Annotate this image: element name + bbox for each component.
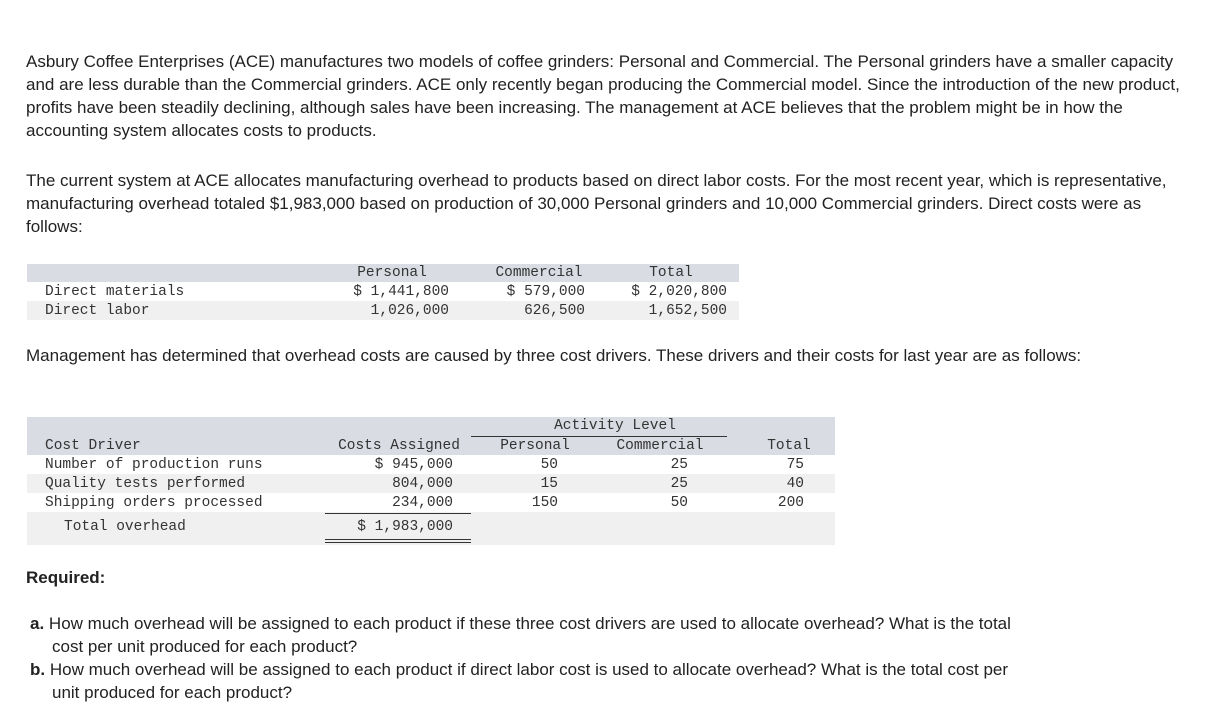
total-overhead-value: $ 1,983,000: [357, 519, 453, 535]
cell-value: 804,000: [392, 476, 453, 492]
subtotal-underline: [325, 513, 471, 514]
required-heading: Required:: [26, 568, 106, 587]
col-header-cost-driver: Cost Driver: [45, 438, 141, 454]
cell-value: 15: [540, 476, 558, 492]
row-label: Direct labor: [45, 303, 150, 319]
col-header-personal: Personal: [500, 438, 570, 454]
row-label: Direct materials: [45, 284, 185, 300]
question-b-label: b.: [30, 660, 46, 679]
cell-value: 1,652,500: [648, 303, 727, 319]
question-b-text-continued: unit produced for each product?: [52, 683, 293, 702]
col-header-personal: Personal: [357, 265, 427, 281]
col-header-total: Total: [767, 438, 811, 454]
question-a-text-continued: cost per unit produced for each product?: [52, 637, 358, 656]
cell-value: 25: [670, 476, 688, 492]
cell-value: 25: [670, 457, 688, 473]
cell-value: 234,000: [392, 495, 453, 511]
cell-value: 150: [531, 495, 558, 511]
group-header-activity-level: Activity Level: [554, 418, 676, 434]
cell-value: 75: [786, 457, 804, 473]
cell-value: 200: [777, 495, 804, 511]
intro-paragraph-3: Management has determined that overhead costs are caused by three cost drivers. These drivers and their costs for last year are as follows:: [26, 346, 1082, 365]
total-overhead-label: Total overhead: [64, 519, 186, 535]
col-header-commercial: Commercial: [495, 265, 583, 281]
col-header-costs-assigned: Costs Assigned: [338, 438, 460, 454]
question-b: [30, 658, 1190, 704]
cell-value: 40: [786, 476, 804, 492]
cost-drivers-table: [27, 417, 835, 545]
cell-value: 50: [670, 495, 688, 511]
cell-value: $ 2,020,800: [631, 284, 727, 300]
cell-value: 626,500: [524, 303, 585, 319]
cell-value: 1,026,000: [370, 303, 449, 319]
row-label: Number of production runs: [45, 457, 263, 473]
col-header-total: Total: [649, 265, 693, 281]
cell-value: $ 945,000: [374, 457, 453, 473]
row-label: Shipping orders processed: [45, 495, 263, 511]
direct-costs-table: [27, 264, 739, 320]
cell-value: $ 579,000: [506, 284, 585, 300]
row-label: Quality tests performed: [45, 476, 246, 492]
intro-paragraph-1: Asbury Coffee Enterprises (ACE) manufactures two models of coffee grinders: Personal and Commercial. The Personal grinders have a smaller capacity and are less durable than the Commercial grinders. ACE only recently began producing the Commercial model. Since the introduction of the new product, profits have been steadily declining, although sales have been increasing. The management at ACE believes that the problem might be in how the accounting system allocates costs to products.: [26, 52, 1180, 140]
question-a-label: a.: [30, 614, 45, 633]
intro-paragraph-2: The current system at ACE allocates manufacturing overhead to products based on direct labor costs. For the most recent year, which is representative, manufacturing overhead totaled $1,983,000 based on production of 30,000 Personal grinders and 10,000 Commercial grinders. Direct costs were as follows:: [26, 171, 1167, 236]
question-a: [30, 612, 1190, 658]
cell-value: 50: [540, 457, 558, 473]
total-double-underline: [325, 539, 471, 543]
cell-value: $ 1,441,800: [353, 284, 449, 300]
question-a-text: How much overhead will be assigned to each product if these three cost drivers are used to allocate overhead? What is the total: [48, 614, 1011, 633]
col-header-commercial: Commercial: [616, 438, 704, 454]
question-b-text: How much overhead will be assigned to each product if direct labor cost is used to allocate overhead? What is the total cost per: [49, 660, 1009, 679]
